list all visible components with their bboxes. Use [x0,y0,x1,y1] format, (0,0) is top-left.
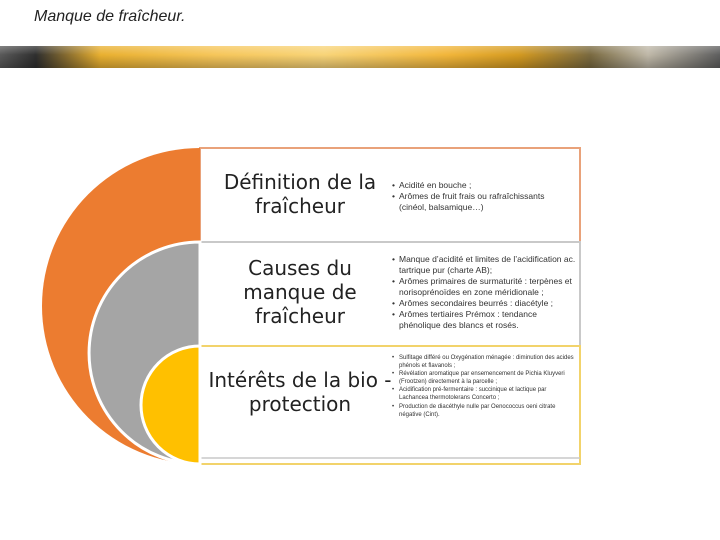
label-interets: Intérêts de la bio -protection [208,368,392,416]
list-item: • Arômes secondaires beurrés : diacétyle ; [392,298,577,309]
list-item: • Sulfitage différé ou Oxygénation ménagée : diminution des acides phénols et flavanols ; [392,354,577,370]
list-item: • Acidification pré-fermentaire : succinique et lactique par Lachancea thermotolerans Concerto ; [392,386,577,402]
list-item: • Arômes tertiaires Prémox : tendance phénolique des blancs et rosés. [392,309,577,331]
list-item: • Acidité en bouche ; [392,180,572,191]
list-item: • Production de diacéthyle nulle par Oenococcus oeni citrate négative (Cint). [392,403,577,419]
list-item: • Arômes de fruit frais ou rafraîchissants (cinéol, balsamique…) [392,191,572,213]
causes-points [392,254,577,331]
list-item: • Révélation aromatique par ensemencement de Pichia Kluyveri (Frootzen) directement à la parcelle ; [392,370,577,386]
list-item: • Arômes primaires de surmaturité : terpènes et norisoprénoïdes en zone méridionale ; [392,276,577,298]
slide-title: Manque de fraîcheur. [34,8,186,25]
label-definition: Définition de la fraîcheur [223,170,377,218]
label-causes: Causes du manque de fraîcheur [243,256,357,328]
interets-points [392,354,577,419]
definition-points [392,180,572,213]
list-item: • Manque d’acidité et limites de l’acidification ac. tartrique pur (charte AB); [392,254,577,276]
